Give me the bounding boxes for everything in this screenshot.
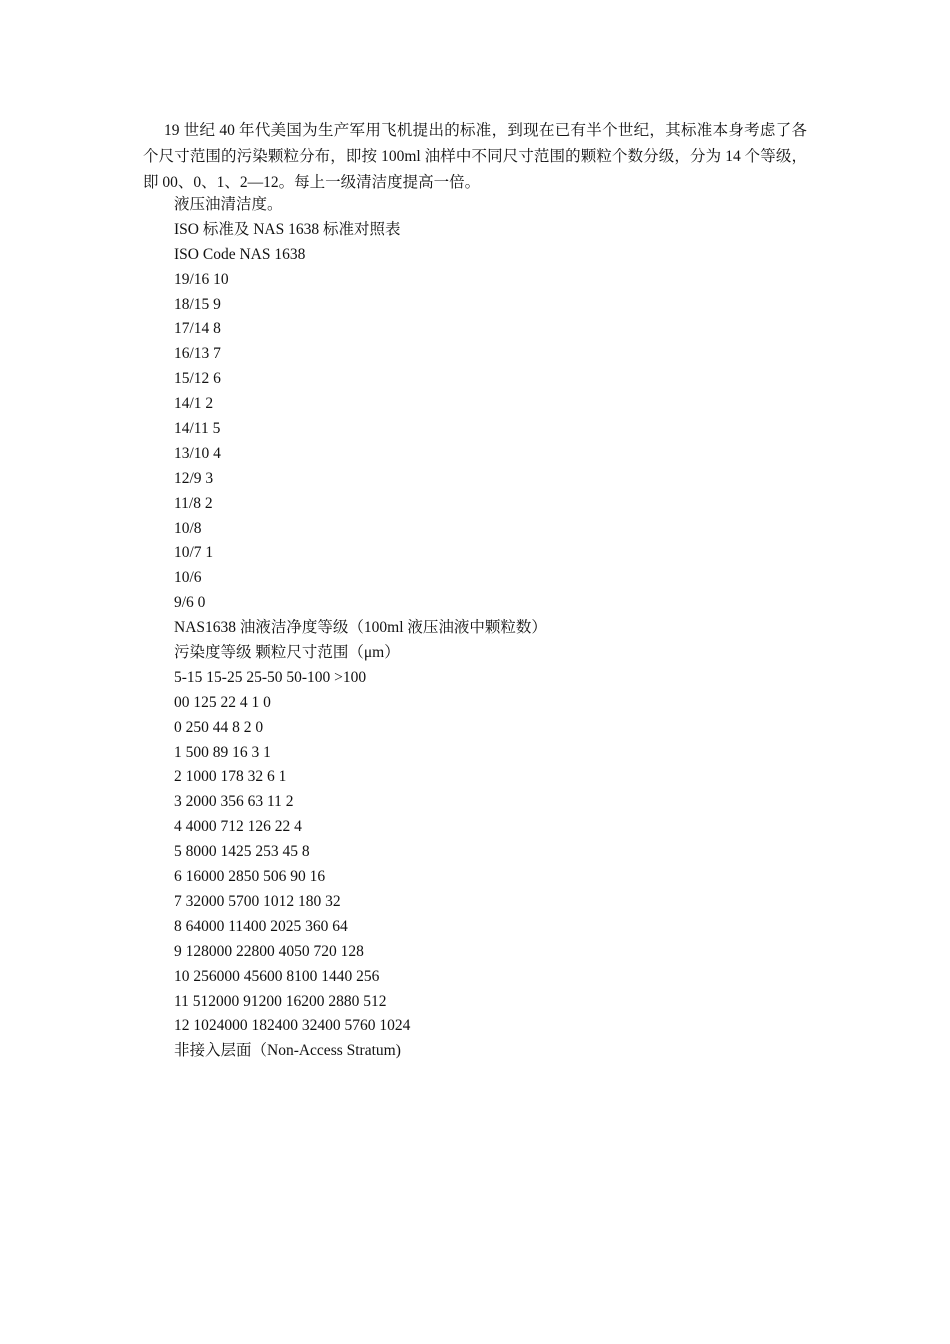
text-line: 液压油清洁度。 xyxy=(174,196,283,213)
text-line: 10/8 xyxy=(174,519,202,537)
text-line: 5-15 15-25 25-50 50-100 >100 xyxy=(174,668,367,686)
text-line: ISO Code NAS 1638 xyxy=(174,245,306,263)
text-line: 6 16000 2850 506 90 16 xyxy=(174,868,326,886)
text-lines xyxy=(174,193,794,1064)
text-line: 1 500 89 16 3 1 xyxy=(174,743,271,761)
text-line: 12/9 3 xyxy=(174,469,214,487)
text-line: 3 2000 356 63 11 2 xyxy=(174,793,294,811)
text-line: 14/11 5 xyxy=(174,420,221,438)
text-line: 5 8000 1425 253 45 8 xyxy=(174,843,310,861)
text-line: 19/16 10 xyxy=(174,270,229,288)
text-line: NAS1638 油液洁净度等级（100ml 液压油液中颗粒数） xyxy=(174,619,547,637)
text-line: 16/13 7 xyxy=(174,345,221,363)
text-line: 7 32000 5700 1012 180 32 xyxy=(174,892,341,910)
text-line: 9 128000 22800 4050 720 128 xyxy=(174,942,364,960)
text-line: 10 256000 45600 8100 1440 256 xyxy=(174,967,380,985)
text-line: 15/12 6 xyxy=(174,370,221,388)
text-line: 9/6 0 xyxy=(174,594,206,612)
text-line: 17/14 8 xyxy=(174,320,221,338)
text-line: 18/15 9 xyxy=(174,295,221,313)
text-line: 10/6 xyxy=(174,569,202,587)
text-line: 00 125 22 4 1 0 xyxy=(174,693,271,711)
intro-paragraph: 19 世纪 40 年代美国为生产军用飞机提出的标准，到现在已有半个世纪，其标准本身考虑了各个尺寸范围的污染颗粒分布，即按 100ml 油样中不同尺寸范围的颗粒个数分级，分为 14 个等级，即 00、0、1、2—12。每上一级清洁度提高一倍。 xyxy=(143,122,807,191)
text-line: 14/1 2 xyxy=(174,395,214,413)
text-line: 非接入层面（Non-Access Stratum) xyxy=(174,1042,401,1060)
text-line: ISO 标准及 NAS 1638 标准对照表 xyxy=(174,220,401,238)
text-line: 0 250 44 8 2 0 xyxy=(174,718,264,736)
text-line: 11/8 2 xyxy=(174,494,213,512)
text-line: 12 1024000 182400 32400 5760 1024 xyxy=(174,1017,411,1035)
text-line: 10/7 1 xyxy=(174,544,214,562)
text-line: 11 512000 91200 16200 2880 512 xyxy=(174,992,387,1010)
text-line: 8 64000 11400 2025 360 64 xyxy=(174,917,348,935)
text-line: 污染度等级 颗粒尺寸范围（μm） xyxy=(174,644,400,662)
text-line: 13/10 4 xyxy=(174,444,221,462)
text-line: 4 4000 712 126 22 4 xyxy=(174,818,302,836)
text-line: 2 1000 178 32 6 1 xyxy=(174,768,287,786)
